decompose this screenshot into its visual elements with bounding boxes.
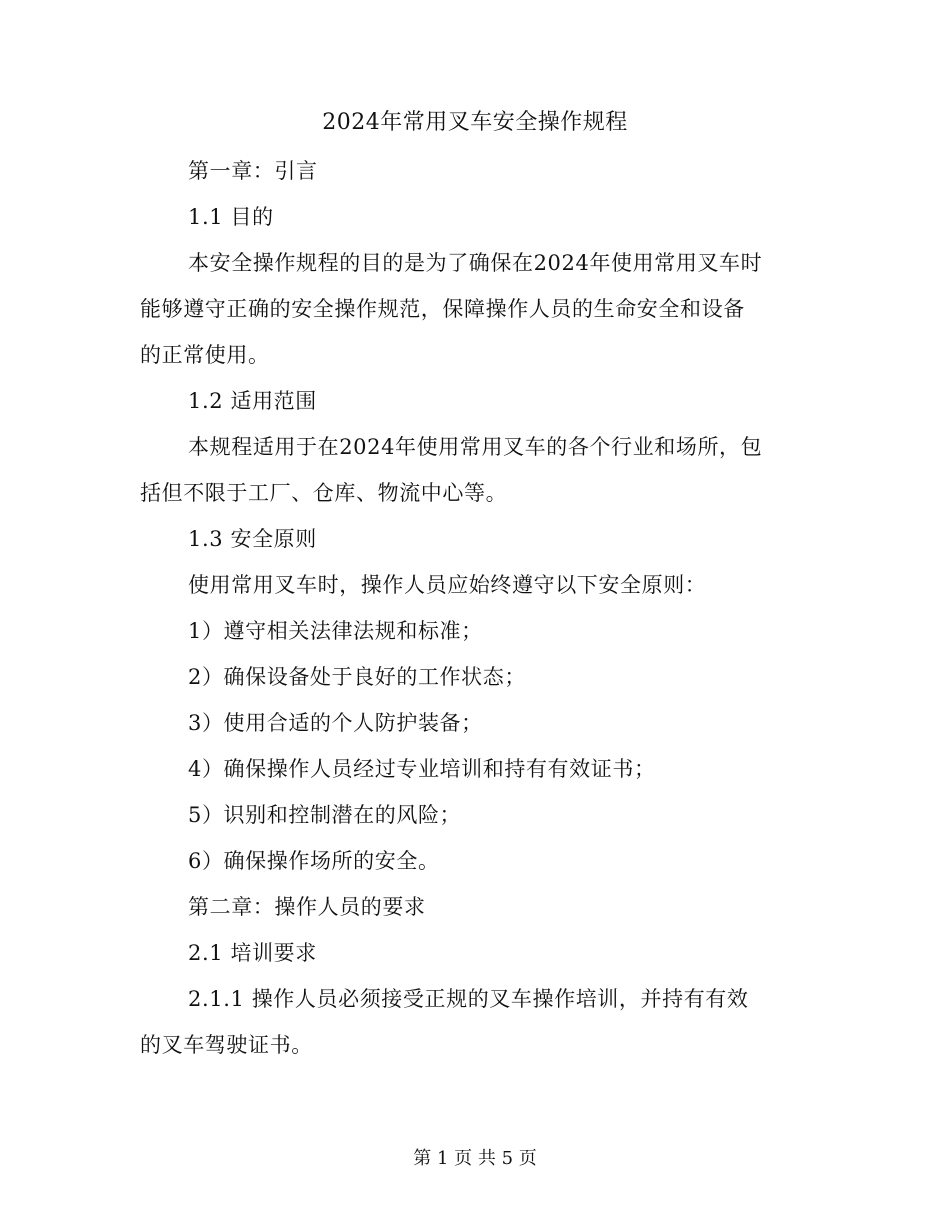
document-title: 2024年常用叉车安全操作规程: [322, 110, 628, 135]
document-body: [140, 148, 812, 1068]
paragraph-line: 2.1.1 操作人员必须接受正规的叉车操作培训，并持有有效: [188, 987, 749, 1011]
page-footer: 第 1 页 共 5 页: [413, 1148, 537, 1169]
section-2-1-heading: 2.1 培训要求: [188, 941, 317, 965]
list-item: 4）确保操作人员经过专业培训和持有有效证书；: [188, 757, 656, 781]
chapter-1-heading: 第一章：引言: [188, 159, 318, 183]
list-item: 2）确保设备处于良好的工作状态；: [188, 665, 526, 689]
section-1-1-heading: 1.1 目的: [188, 205, 274, 229]
paragraph-line: 括但不限于工厂、仓库、物流中心等。: [140, 481, 508, 505]
section-1-2-heading: 1.2 适用范围: [188, 389, 317, 413]
paragraph-line: 使用常用叉车时，操作人员应始终遵守以下安全原则：: [188, 573, 707, 597]
list-item: 3）使用合适的个人防护装备；: [188, 711, 483, 735]
list-item: 1）遵守相关法律法规和标准；: [188, 619, 483, 643]
chapter-2-heading: 第二章：操作人员的要求: [188, 895, 426, 919]
paragraph-line: 的叉车驾驶证书。: [140, 1033, 313, 1057]
list-item: 6）确保操作场所的安全。: [188, 849, 440, 873]
paragraph-line: 的正常使用。: [140, 343, 270, 367]
section-1-3-heading: 1.3 安全原则: [188, 527, 317, 551]
paragraph-line: 本安全操作规程的目的是为了确保在2024年使用常用叉车时: [188, 251, 763, 275]
paragraph-line: 本规程适用于在2024年使用常用叉车的各个行业和场所，包: [188, 435, 763, 459]
paragraph-line: 能够遵守正确的安全操作规范，保障操作人员的生命安全和设备: [140, 297, 745, 321]
list-item: 5）识别和控制潜在的风险；: [188, 803, 462, 827]
